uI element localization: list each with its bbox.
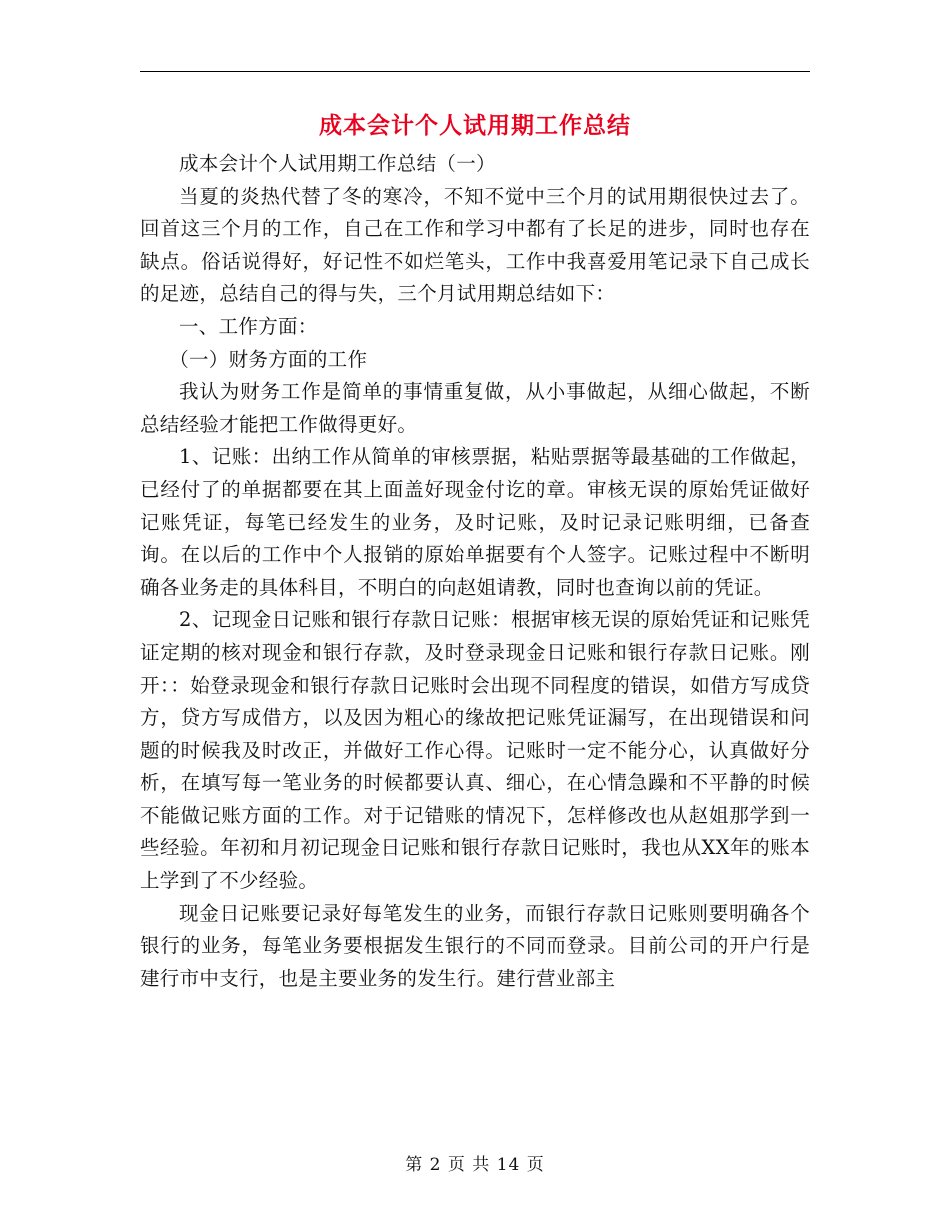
body-paragraph: 1、记账：出纳工作从简单的审核票据，粘贴票据等最基础的工作做起，已经付了的单据都要在其上面盖好现金付讫的章。审核无误的原始凭证做好记账凭证，每笔已经发生的业务，及时记账，及时记录记账明细，已备查询。在以后的工作中个人报销的原始单据要有个人签字。记账过程中不断明确各业务走的具体科目，不明白的向赵姐请教，同时也查询以前的凭证。 xyxy=(140,445,810,599)
document-title: 成本会计个人试用期工作总结 xyxy=(319,112,631,139)
header-rule xyxy=(140,71,810,72)
body-paragraph: 现金日记账要记录好每笔发生的业务，而银行存款日记账则要明确各个银行的业务，每笔业务要根据发生银行的不同而登录。目前公司的开户行是建行市中支行，也是主要业务的发生行。建行营业部主 xyxy=(140,901,810,990)
body-paragraph: 2、记现金日记账和银行存款日记账：根据审核无误的原始凭证和记账凭证定期的核对现金和银行存款，及时登录现金日记账和银行存款日记账。刚开：：始登录现金和银行存款日记账时会出现不同程度的错误，如借方写成贷方，贷方写成借方，以及因为粗心的缘故把记账凭证漏写，在出现错误和问题的时候我及时改正，并做好工作心得。记账时一定不能分心，认真做好分析，在填写每一笔业务的时候都要认真、细心，在心情急躁和不平静的时候不能做记账方面的工作。对于记错账的情况下，怎样修改也从赵姐那学到一些经验。年初和月初记现金日记账和银行存款日记账时，我也从XX年的账本上学到了不少经验。 xyxy=(140,608,810,893)
section-heading: 一、工作方面： xyxy=(179,314,318,338)
body-paragraph: 我认为财务工作是简单的事情重复做，从小事做起，从细心做起，不断总结经验才能把工作做得更好。 xyxy=(140,380,810,436)
section-heading: 成本会计个人试用期工作总结（一） xyxy=(179,152,496,175)
body-paragraph: 当夏的炎热代替了冬的寒冷，不知不觉中三个月的试用期很快过去了。回首这三个月的工作，自己在工作和学习中都有了长足的进步，同时也存在缺点。俗话说得好，好记性不如烂笔头，工作中我喜爱用笔记录下自己成长的足迹，总结自己的得与失，三个月试用期总结如下： xyxy=(140,184,810,306)
page-number: 第 2 页 共 14 页 xyxy=(405,1155,545,1175)
subsection-heading: （一）财务方面的工作 xyxy=(169,347,368,371)
document-body xyxy=(140,148,810,995)
